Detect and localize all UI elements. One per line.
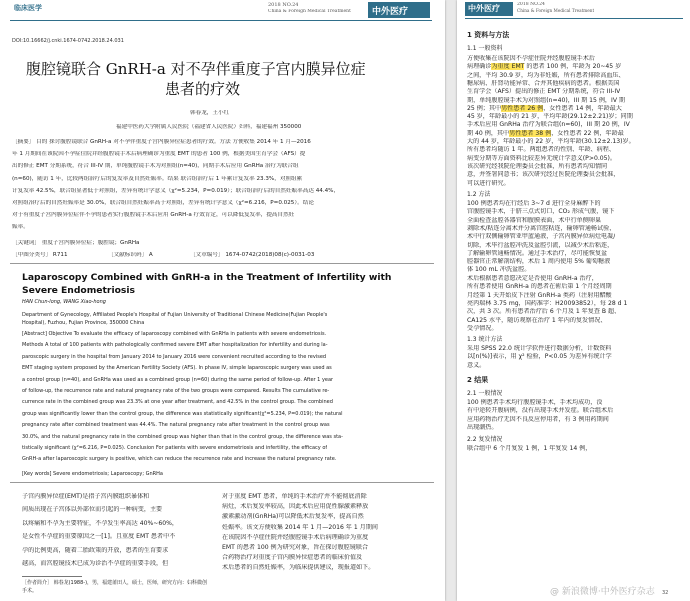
keywords-en: [Key words] Severe endometriosis; Laparoscopy; GnRHa (22, 471, 163, 477)
abstract-cn-line: 对于有重度子宫内膜异位症伴不孕的患者实行腹腔镜手术后应用 GnRH-a 疗效肯定，可以降低复发率，提高自然妊 (12, 212, 295, 219)
abstract-cn-line: 计复发率 42.5%，联合组显著低于对照组，差异有统计学意义（χ²=5.234，P=0.019）；联合组治疗后的自然妊娠率高达 44.4%， (12, 187, 340, 194)
methods-line: 100 例患者均在行经后 3~7 d 进行全身麻醉下的 (467, 200, 601, 207)
abstract-cn-line: (n=60)，随访 1 年，比较两组治疗后的复发率及自然妊娠率。结果 联合组治疗后 1 年累计复发率 23.3%，对照组累 (12, 175, 303, 182)
body-right-line: 激素激动剂(GnRHa)可以降低术后复发率，提高自然 (222, 513, 364, 521)
outcome-line: 应用药物治疗无因不良反应停用者，有 3 例用药期间 (467, 415, 609, 423)
abstract-en-line: paroscopic surgery in the hospital from January 2014 to January 2016 were convenient recruited according to the revised (22, 353, 327, 360)
stats-line: 以[n(%)]表示，用 χ² 检验，P<0.05 为差异有统计学 (467, 353, 612, 361)
body-right-line: EMT 的患者 100 例为研究对象，旨在探讨腹腔镜联合 (222, 544, 369, 551)
header-rule (10, 20, 432, 21)
heading-recurrence: 2.2 复发情况 (467, 436, 503, 443)
abstract-cn-line: 娠率。 (12, 224, 29, 231)
abstract-en-line: tistically significant (χ²=6.216, P=0.025). Conclusion For patients with severe endometriosis and infertility, the efficacy of (22, 445, 328, 451)
footnote-rule (22, 576, 82, 577)
header-section: 临床医学 (14, 3, 42, 12)
body-left-line: 孕的比例更高，随着二胎政策的开放，患者的生育要求 (22, 546, 169, 554)
general-line: 病理确诊为重度 EMT 的患者 100 例，年龄为 20~45 岁 (467, 63, 622, 71)
right-header-brand: 中外医疗 (468, 3, 500, 13)
body-left-line: 间质出现在子宫体以外部位而引起的一种病变，主要 (22, 506, 163, 514)
heading-general: 1.1 一般资料 (467, 45, 503, 52)
abstract-en-line: pregnancy rate after combined treatment was 44.4%. The natural pregnancy rate after treatment in the control group was (22, 422, 330, 429)
methods-line: 术后根据患者意愿决定是否使用 GnRH-a 治疗， (467, 275, 598, 282)
outcome-line: 出现潮热。 (467, 423, 498, 431)
heading-materials: 1 资料与方法 (467, 31, 510, 39)
header-brand: 中外医疗 (372, 7, 409, 17)
body-right-line: 妊娠率。该文方便收集 2014 年 1 月—2016 年 1 月期间 (222, 523, 378, 531)
body-rule (10, 482, 434, 483)
highlighted-text: 男性患者 38 例 (509, 129, 552, 137)
affiliation-en-line: Department of Gynecology, Affiliated People's Hospital of Fujian University of Traditional Chinese Medicine(Fujian People's (22, 312, 328, 318)
methods-line: CA125 水平，随访观察在治疗 1 年内的复发情况、 (467, 316, 607, 324)
abstract-en-line: [Abstract] Objective To evaluate the efficacy of laparoscopy combined with GnRHa in patients with severe endometriosis. (22, 331, 327, 337)
highlighted-text: 为重度 EMT (491, 63, 525, 71)
abstract-en-line: currence rate in the combined group was 23.3% at one year after treatment, and 42.5% in the control group. The combined (22, 399, 333, 406)
methods-line: 了解输卵管通畅情况。通过手术治疗，尽可能恢复盆 (467, 249, 608, 257)
abstract-en-line: 30.0%, and the natural pregnancy rate in the combined group was higher than that in the control group, the difference was sta- (22, 433, 343, 440)
heading-stats: 1.3 统计方法 (467, 336, 503, 343)
general-line: 期 40 例，其中男性患者 38 例，女性患者 22 例，年龄最 (467, 129, 624, 137)
methods-line: 宫腹腔镜手术，于脐三点式切口，CO₂ 形成气腹，镜下 (467, 208, 615, 216)
abstract-en-line: a control group (n=40), and GnRHa was used as a combined group (n=60) during the same period of follow-up. After 1 year (22, 376, 334, 383)
body-left-line: 是女性不孕症的重要原因之一[1]。且重度 EMT 患者中不 (22, 533, 176, 541)
abstract-cn-line: 年 1 月期间在该院因不孕症住院并经腹腔镜手术后病理确诊为重度 EMT 的患者 100 例，根据美国生育学会（AFS）提 (12, 151, 306, 158)
right-article-page (457, 0, 690, 601)
title-cn-line1: 腹腔镜联合 GnRH-a 对不孕伴重度子宫内膜异位症 (26, 60, 366, 78)
general-line: 糖尿病、肝肾功能异常、合并其他疾病的患者。根据美国 (467, 79, 620, 87)
general-line: 可以进行研究。 (467, 179, 510, 187)
authors-en: HAN Chun-long, WANG Xiao-hong (22, 299, 106, 305)
heading-results: 2 结果 (467, 376, 489, 384)
general-line: 所有患者均随访 1 年。两组患者的性别、年龄、病程、 (467, 146, 615, 154)
methods-line: 腔器官正常解剖结构，术后 1 周内使用 5% 葡萄糖液 (467, 258, 611, 266)
affiliation-en-line: Hospital), Fuzhou, Fujian Province, 350000 China (22, 319, 145, 326)
methods-line: 切除，术毕行盆腔冲洗及盆腔引流，以减少术后粘连， (467, 241, 614, 249)
title-cn-line2: 患者的疗效 (165, 80, 241, 98)
general-line: 生育学会（AFS）提出的修正 EMT 分期系统，符合 III-IV (467, 88, 621, 96)
weibo-watermark: @ 新浪微博·中外医疗杂志 (550, 587, 655, 597)
title-en-line1: Laparoscopy Combined with GnRH-a in the Treatment of Infertility with (22, 272, 392, 283)
body-left-line: 以疼痛和不孕为主要特征，不孕发生率高达 40%~60%， (22, 519, 179, 527)
methods-line: 月经第 1 天开始皮下注射 GnRH-a 类药（注射用醋酸 (467, 291, 612, 299)
general-line: 手术后应用 GnRHa 治疗为联合组(n=60)，III 期 20 例，IV (467, 121, 630, 129)
general-line: 意，并签署同意书；该次研究经过医院伦理委员会批准， (467, 171, 620, 179)
page-number: 32 (662, 590, 669, 596)
abstract-en-line: group was significantly lower than the control group, the difference was statistically significant(χ²=5.234, P=0.019); the natural (22, 410, 343, 417)
body-right-line: 对于重度 EMT 患者，单纯的手术治疗并不能彻底消除 (222, 493, 367, 500)
author-footnote: ［作者简介］ 韩春龙(1988-)，男，福建莆田人，硕士，医师，研究方向：妇科微创手术。 (22, 580, 208, 594)
general-line: 期，单纯腹腔镜手术为对照组(n=40)，III 期 15 例，IV 期 (467, 96, 626, 104)
methods-line: 亮丙瑞林 3.75 mg，国药准字：H20093852），每 28 d 1 (467, 299, 628, 307)
right-header-journal: China & Foreign Medical Treatment (517, 8, 595, 13)
outcome-line: 100 例患者手术均行腹腔镜手术，手术均成功，没 (467, 399, 603, 406)
heading-outcome: 2.1 一般情况 (467, 390, 503, 397)
highlighted-text: 男性患者 26 例 (501, 104, 544, 112)
abstract-en-line: of follow-up, the recurrence rate and natural pregnancy rate of the two groups were compared. Results The cumulative re- (22, 388, 330, 394)
abstract-en-line: EMT staging system proposed by the American Fertility Society (AFS). In phase IV, simple laparoscopic surgery was used as (22, 365, 332, 372)
general-line: 大的 44 岁，年龄最小的 22 岁，平均年龄(30.12±2.13)岁。 (467, 138, 635, 145)
methods-line: 次，共 3 次。所有患者治疗后 6 个月及 1 年复查 B 超、 (467, 308, 621, 316)
stats-line: 采用 SPSS 22.0 统计学软件进行数据分析，计数资料 (467, 345, 612, 352)
doc-code: ［文献标识码］ A (108, 252, 153, 258)
outcome-line: 有中途转开腹病例，没有出现手术并发症。联合组术后 (467, 407, 614, 415)
body-left-line: 子宫内膜异位症(EMT)是指子宫内膜组织暴体和 (22, 493, 150, 500)
abstract-cn-line: ［摘要］ 目的 探讨腹腔镜联合 GnRH-a 对不孕伴重度子宫内膜异位症患者的疗效。方法 方便收集 2014 年 1 月—2016 (12, 139, 311, 145)
header-issue: 2018 NO.24 (268, 2, 299, 8)
body-right-line: 合药物治疗对重度子宫内膜异位症患者的临床价值及 (222, 554, 363, 562)
abstract-en-line: GnRH-a after laparoscopic surgery is positive, which can reduce the recurrence rate and increase the natural pregnancy rate. (22, 456, 337, 463)
title-en-line2: Severe Endometriosis (22, 285, 136, 296)
right-header-rule (465, 18, 683, 19)
clc-code: ［中图分类号］ R711 (12, 252, 68, 258)
right-header-issue: 2018 NO.24 (517, 2, 545, 7)
methods-line: 全面检查盆腔各器官和腹膜表面，术中行单侧卵巢 (467, 216, 602, 224)
article-number: ［文章编号］ 1674-0742(2018)08(c)-0031-03 (190, 252, 315, 258)
body-left-line: 越高，而宫腔镜技术已成为诊治不孕症的重要手段，但 (22, 560, 169, 567)
general-line: 45 岁，年龄最小的 21 岁，平均年龄(29.12±2.21)岁；同期 (467, 113, 633, 121)
recurrence-line: 联合组中 6 个月复发 1 例，1 年复发 14 例， (467, 445, 592, 452)
methods-line: 术中行双侧输卵管亚甲蓝通液，子宫内膜异位病灶电凝/ (467, 233, 616, 241)
general-line: 之间，平均 30.9 岁，均为非妊娠，所有患者排除高血压、 (467, 71, 625, 79)
abstract-cn-line: 对照组治疗后的自然妊娠率是 30.0%，联合组自然妊娠率高于对照组，差异有统计学意义（χ²=6.216，P=0.025）。结论 (12, 200, 314, 206)
methods-line: 所有患者使用 GnRH-a 的患者在術后第 1 个月经周期 (467, 283, 612, 291)
methods-line: 体 100 mL 冲洗盆腔。 (467, 266, 531, 274)
general-line: 方便收集在该院因不孕症住院并经腹腔镜手术后 (467, 55, 595, 62)
methods-line: 受孕情况。 (467, 324, 498, 332)
affiliation-cn: 福建中医药大学附属人民医院（福建省人民医院）妇科，福建福州 350000 (116, 124, 302, 130)
authors-cn: 韩春龙，王小红 (190, 110, 230, 116)
general-line: 病变分期等方面资料比较差异无统计学意义(P>0.05)。 (467, 154, 616, 162)
header-journal: China & Foreign Medical Treatment (268, 9, 351, 14)
stats-line: 意义。 (467, 361, 486, 369)
doi-line: DOI:10.16662/j.cnki.1674-0742.2018.24.031 (12, 38, 124, 44)
heading-methods: 1.2 方法 (467, 191, 491, 198)
general-line: 该次研究经我院伦理委员会批准，所有患者均知情同 (467, 162, 608, 170)
abstract-rule (10, 263, 434, 264)
methods-line: 剥除术/粘连分离术并分离宫腔粘连，输卵管通畅试验， (467, 224, 616, 232)
abstract-en-line: Methods A total of 100 patients with pathologically confirmed severe EMT after hospitalization for infertility and during la- (22, 342, 328, 349)
abstract-cn-line: 出的修正 EMT 分期系统，符合 III-IV 期，单纯腹腔镜手术为对照组(n=40)，同期手术后应用 GnRHa 治疗为联合组 (12, 163, 299, 170)
body-right-line: 术后患者的自然妊娠率，为临床提供建议，现报道如下。 (222, 564, 375, 572)
general-line: 25 例；其中男性患者 26 例，女性患者 14 例，年龄最大 (467, 104, 622, 112)
body-right-line: 在该院因不孕症住院并经腹腔镜手术后病理确诊为重度 (222, 533, 369, 541)
keywords-cn: ［关键词］ 重度子宫内膜异位症；腹腔镜；GnRHa (12, 240, 140, 246)
body-right-line: 病灶，术后复发率较高，因此术后应用促性腺激素释放 (222, 503, 369, 511)
